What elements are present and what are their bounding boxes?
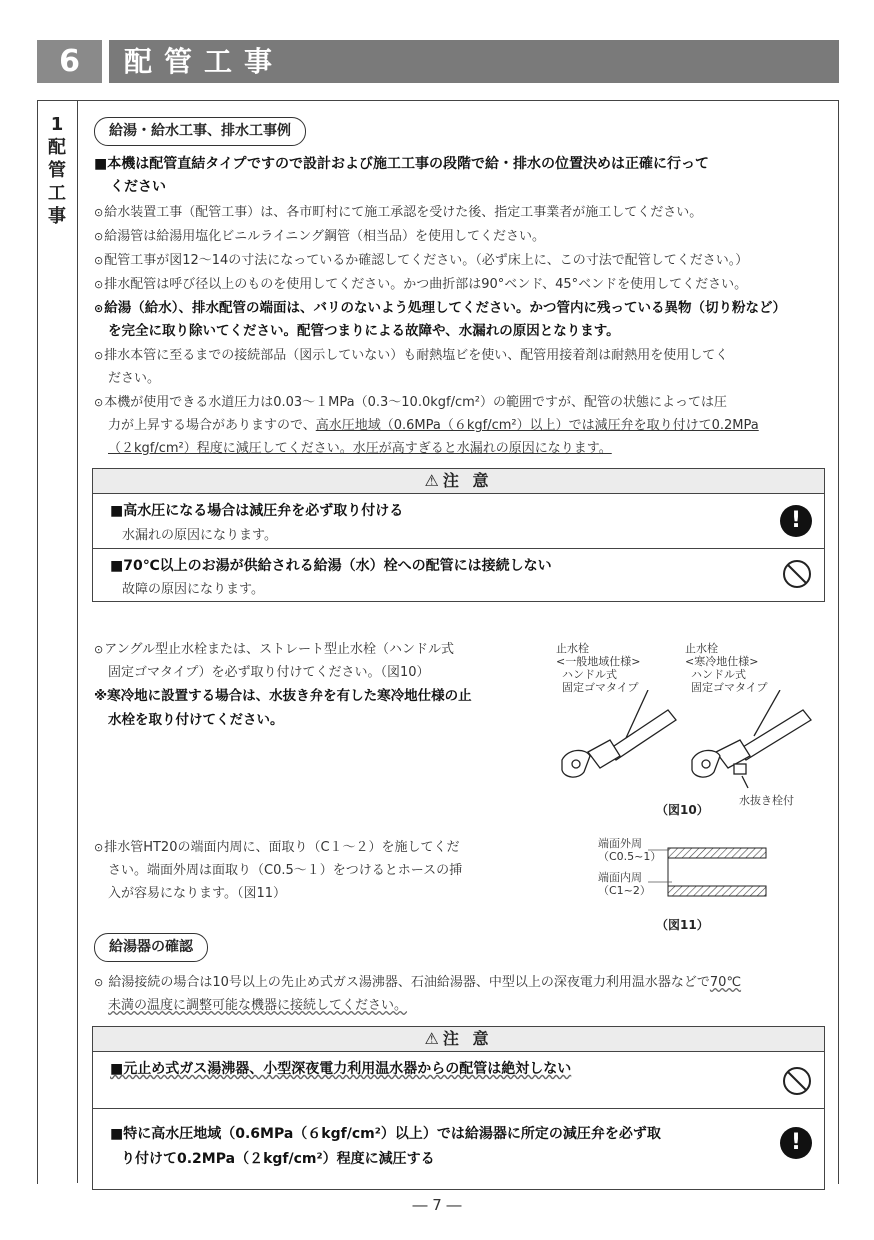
caution-row: [93, 1052, 824, 1109]
fig10-right-label: 止水栓 <寒冷地仕様> ハンドル式 固定ゴマタイプ: [685, 642, 768, 694]
caution-box-1: [92, 468, 825, 602]
valve-text-4: 水栓を取り付けてください。: [108, 712, 284, 728]
valve-text-1: ⊙ アングル型止水栓または、ストレート型止水栓（ハンドル式: [94, 638, 454, 661]
caution-item-title: ■70℃以上のお湯が供給される給湯（水）栓への配管には接続しない: [110, 558, 552, 574]
drain-text-1: ⊙ 排水管HT20の端面内周に、面取り（C１～２）を施してくだ: [94, 836, 460, 859]
caution-row: [93, 549, 824, 601]
section-pill-water-heater: 給湯器の確認: [94, 933, 208, 962]
side-label: 1 配 管 工 事: [48, 114, 66, 227]
mandatory-icon: !: [780, 1127, 812, 1159]
fig11-pipe-illustration: [648, 842, 768, 902]
bullet-1: ⊙ 給水装置工事（配管工事）は、各市町村にて施工承認を受けた後、指定工事業者が施工してください。: [94, 201, 702, 224]
bullet-5: ⊙ 給湯（給水）、排水配管の端面は、バリのないよう処理してください。かつ管内に残っている異物（切り粉など）: [94, 297, 786, 320]
fig10-valve-illustration: [548, 690, 838, 800]
valve-text-3: ※寒冷地に設置する場合は、水抜き弁を有した寒冷地仕様の止: [94, 688, 472, 704]
bullet-2: ⊙ 給湯管は給湯用塩化ビニルライニング鋼管（相当品）を使用してください。: [94, 225, 545, 248]
side-divider: [77, 100, 78, 1183]
caution-title: ⚠注 意: [93, 469, 824, 494]
bullet-7: ⊙ 本機が使用できる水道圧力は0.03～１MPa（0.3～10.0kgf/cm²）の範囲ですが、配管の状態によっては圧: [94, 391, 727, 414]
section-title: 配管工事: [124, 45, 285, 78]
caution-item-title-cont: り付けて0.2MPa（２kgf/cm²）程度に減圧する: [121, 1151, 435, 1167]
notice-heading-cont: ください: [110, 179, 166, 195]
caution-item-sub: 故障の原因になります。: [122, 582, 264, 597]
caution-item-sub: 水漏れの原因になります。: [122, 528, 277, 543]
valve-text-2: 固定ゴマタイプ）を必ず取り付けてください。（図10）: [108, 665, 430, 680]
fig10-caption: （図10）: [656, 803, 709, 817]
section-header: [37, 40, 839, 83]
bullet-5-cont: を完全に取り除いてください。配管つまりによる故障や、水漏れの原因となります。: [108, 323, 620, 339]
prohibited-icon: [782, 559, 812, 589]
bullet-7-cont2: （２kgf/cm²）程度に減圧してください。水圧が高すぎると水漏れの原因になります。: [108, 441, 612, 456]
heater-text-2: 未満の温度に調整可能な機器に接続してください。: [108, 998, 408, 1013]
caution-item-title: ■高水圧になる場合は減圧弁を必ず取り付ける: [110, 503, 404, 519]
bullet-7-cont: 力が上昇する場合がありますので、高水圧地域（0.6MPa（６kgf/cm²）以上）では減圧弁を取り付けて0.2MPa: [108, 418, 759, 433]
fig10-left-label: 止水栓 <一般地域仕様> ハンドル式 固定ゴマタイプ: [556, 642, 641, 694]
section-number: 6: [37, 40, 102, 83]
drain-text-3: 入が容易になります。（図11）: [108, 886, 287, 901]
fig11-inner-label: 端面内周 （C1~2）: [598, 871, 651, 897]
bullet-4: ⊙ 排水配管は呼び径以上のものを使用してください。かつ曲折部は90°ベンド、45°ベンドを使用してください。: [94, 273, 747, 296]
section-pill-plumbing: 給湯・給水工事、排水工事例: [94, 117, 306, 146]
fig10-drain-label: 水抜き栓付: [739, 794, 794, 807]
page-number: ― 7 ―: [412, 1196, 462, 1214]
prohibited-icon: [782, 1066, 812, 1096]
caution-row: [93, 1109, 824, 1189]
mandatory-icon: !: [780, 505, 812, 537]
caution-item-title: ■特に高水圧地域（0.6MPa（６kgf/cm²）以上）では給湯器に所定の減圧弁を必ず取: [110, 1126, 661, 1142]
caution-box-2: [92, 1026, 825, 1190]
caution-item-title: ■元止め式ガス湯沸器、小型深夜電力利用温水器からの配管は絶対しない: [110, 1061, 572, 1077]
caution-title: ⚠注 意: [93, 1027, 824, 1052]
bullet-6-cont: ださい。: [108, 371, 161, 386]
bullet-3: ⊙ 配管工事が図12～14の寸法になっているか確認してください。（必ず床上に、この寸法で配管してください。）: [94, 249, 748, 272]
fig11-outer-label: 端面外周 （C0.5~1）: [598, 837, 662, 863]
drain-text-2: さい。端面外周は面取り（C0.5～１）をつけるとホースの挿: [108, 863, 463, 878]
fig11-caption: （図11）: [656, 918, 709, 932]
bullet-6: ⊙ 排水本管に至るまでの接続部品（図示していない）も耐熱塩ビを使い、配管用接着剤は耐熱用を使用してく: [94, 344, 728, 367]
notice-heading: ■本機は配管直結タイプですので設計および施工工事の段階で給・排水の位置決めは正確に行って: [94, 156, 709, 172]
caution-row: [93, 494, 824, 549]
heater-text-1: ⊙ 給湯接続の場合は10号以上の先止め式ガス湯沸器、石油給湯器、中型以上の深夜電力利用温水器などで70℃: [94, 971, 741, 994]
